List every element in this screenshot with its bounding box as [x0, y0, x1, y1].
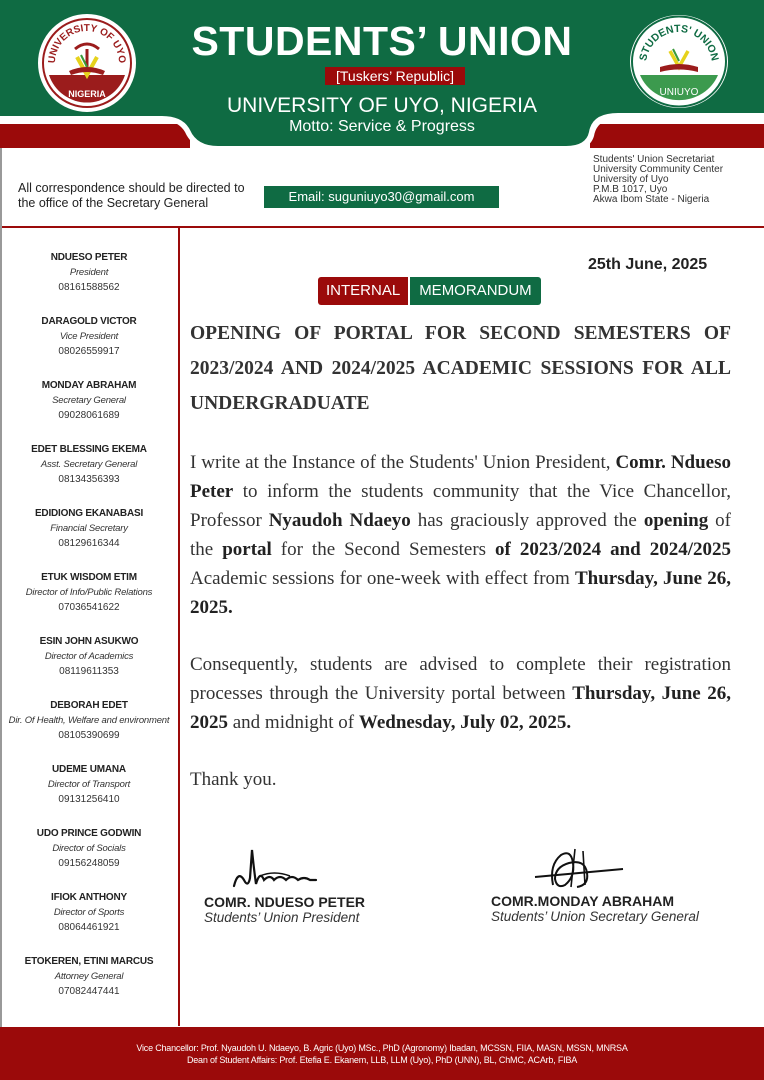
executive-role: Director of Info/Public Relations [25, 587, 153, 598]
secretariat-address: Students' Union Secretariat University Community Center University of Uyo P.M.B 1017, Uyo Akwa Ibom State - Nigeria [593, 154, 724, 205]
executive-phone: 08105390699 [58, 730, 120, 741]
svg-text:STUDENTS' UNION: STUDENTS' UNION [637, 22, 721, 62]
executive-name: UDO PRINCE GODWIN [36, 828, 142, 839]
internal-label: INTERNAL [318, 277, 408, 305]
svg-text:NIGERIA: NIGERIA [68, 89, 106, 99]
executive-role: Asst. Secretary General [40, 459, 138, 470]
memo-subject: OPENING OF PORTAL FOR SECOND SEMESTERS OF 2023/2024 AND 2024/2025 ACADEMIC SESSIONS FOR ALL UNDERGRADUATE [190, 323, 731, 414]
executive-entry [0, 762, 178, 826]
executive-phone: 09131256410 [58, 794, 120, 805]
memo-paragraph-1: I write at the Instance of the Students' Union President, Comr. Ndueso Peter to inform the students community that the Vice Chancellor, Professor Nyaudoh Ndaeyo has graciously approved the opening of the portal for the Second Semesters of 2023/2024 and 2024/2025 Academic sessions for one-week with effect from Thursday, June 26, 2025. [190, 452, 732, 618]
signatory-title: Students’ Union Secretary General [491, 909, 699, 924]
executive-entry [0, 506, 178, 570]
footer-vice-chancellor: Vice Chancellor: Prof. Nyaudoh U. Ndaeyo, B. Agric (Uyo) MSc., PhD (Agronomy) Ibadan, MCSSN, FIIA, MASN, MSSN, MNRSA [136, 1043, 628, 1053]
memo-type-badge [318, 277, 541, 305]
executive-phone: 09156248059 [58, 858, 120, 869]
signatory-name: COMR.MONDAY ABRAHAM [491, 893, 675, 909]
executive-entry [0, 698, 178, 762]
republic-tag: [Tuskers’ Republic] [325, 67, 465, 85]
signature-icon [204, 840, 374, 892]
executive-entry [0, 954, 178, 1018]
executive-name: NDUESO PETER [50, 252, 128, 263]
executive-name: EDIDIONG EKANABASI [34, 508, 144, 519]
university-name: UNIVERSITY OF UYO, NIGERIA [227, 94, 537, 117]
executive-phone: 08134356393 [58, 474, 120, 485]
memo-paragraph-2: Consequently, students are advised to complete their registration processes through the University portal between Thursday, June 26, 2025 and midnight of Wednesday, July 02, 2025. [190, 654, 731, 733]
executive-entry [0, 826, 178, 890]
motto: Motto: Service & Progress [289, 118, 475, 135]
org-title: STUDENTS’ UNION [191, 18, 573, 64]
signatory-name: COMR. NDUESO PETER [204, 894, 366, 910]
executives-sidebar [0, 250, 178, 1018]
executive-role: Financial Secretary [50, 523, 128, 534]
executive-phone: 08119611353 [59, 666, 119, 677]
executive-entry [0, 378, 178, 442]
executive-role: Director of Socials [52, 843, 126, 854]
executive-entry [0, 634, 178, 698]
signature-icon [491, 845, 661, 891]
executive-phone: 08161588562 [58, 282, 120, 293]
executive-role: Attorney General [54, 971, 124, 982]
executive-entry [0, 250, 178, 314]
executive-role: Director of Transport [47, 779, 131, 790]
executive-name: DARAGOLD VICTOR [41, 316, 137, 327]
memo-closing: Thank you. [190, 769, 277, 790]
executive-phone: 08064461921 [58, 922, 120, 933]
executive-name: UDEME UMANA [52, 764, 126, 775]
executive-role: President [69, 267, 109, 278]
executive-name: EDET BLESSING EKEMA [31, 444, 147, 455]
executive-name: DEBORAH EDET [50, 700, 128, 711]
footer-dean: Dean of Student Affairs: Prof. Etefia E. Ekanem, LLB, LLM (Uyo), PhD (UNN), BL, ChMC, ACArb, FIBA [186, 1055, 578, 1065]
executive-entry [0, 314, 178, 378]
signature-block-secretary [491, 845, 699, 924]
executive-phone: 07082447441 [58, 986, 120, 997]
memorandum-label: MEMORANDUM [408, 277, 541, 305]
executive-entry [0, 890, 178, 954]
horizontal-divider [0, 226, 764, 228]
executive-phone: 09028061689 [58, 410, 120, 421]
executive-phone: 07036541622 [58, 602, 120, 613]
executive-role: Secretary General [52, 395, 126, 406]
correspondence-note: All correspondence should be directed to the office of the Secretary General [18, 181, 245, 210]
signature-block-president [204, 840, 374, 925]
executive-phone: 08129616344 [58, 538, 120, 549]
executive-entry [0, 442, 178, 506]
executive-role: Director of Academics [44, 651, 134, 662]
footer-banner [0, 1027, 764, 1080]
signatory-title: Students’ Union President [204, 910, 360, 925]
executive-name: ETUK WISDOM ETIM [41, 572, 137, 583]
svg-text:UNIUYO: UNIUYO [659, 87, 699, 98]
executive-name: ETOKEREN, ETINI MARCUS [24, 956, 154, 967]
executive-phone: 08026559917 [58, 346, 120, 357]
executive-name: IFIOK ANTHONY [51, 892, 127, 903]
svg-text:UNIVERSITY OF UYO: UNIVERSITY OF UYO [46, 22, 128, 64]
executive-entry [0, 570, 178, 634]
executive-name: ESIN JOHN ASUKWO [39, 636, 139, 647]
email-banner: Email: suguniuyo30@gmail.com [264, 186, 499, 208]
executive-name: MONDAY ABRAHAM [41, 380, 137, 391]
vertical-divider [178, 226, 180, 1026]
memo-date: 25th June, 2025 [588, 256, 708, 273]
executive-role: Dir. Of Health, Welfare and environment [8, 715, 170, 726]
executive-role: Director of Sports [53, 907, 125, 918]
executive-role: Vice President [59, 331, 119, 342]
